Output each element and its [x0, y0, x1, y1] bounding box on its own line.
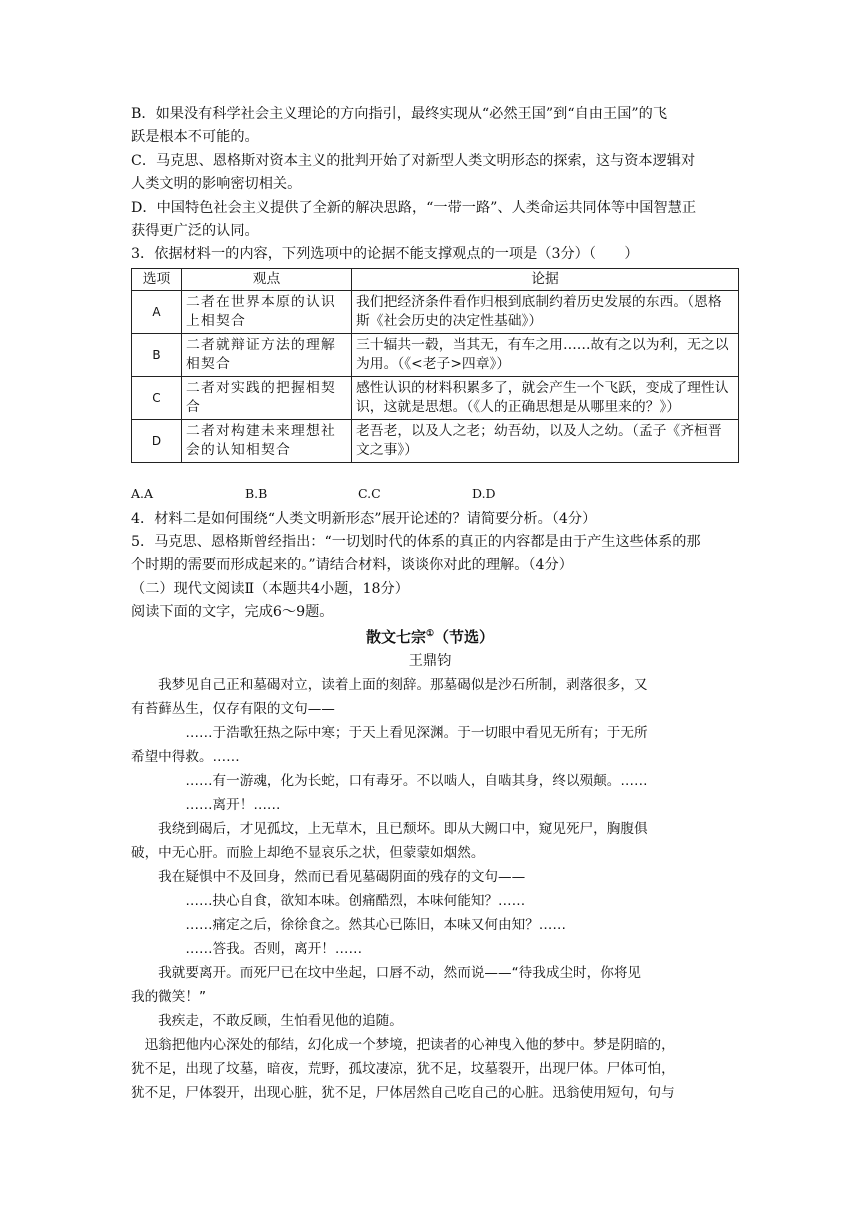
row-option: D — [132, 420, 182, 463]
table-row — [132, 377, 739, 420]
table-row — [132, 420, 739, 463]
row-view: 二者对构建未来理想社会的认知相契合 — [182, 420, 352, 463]
option-b-line2: 跃是根本不可能的。 — [131, 129, 259, 145]
row-evidence: 三十辐共一毂，当其无，有车之用……故有之以为利，无之以为用。（《<老子>四章》） — [352, 334, 739, 377]
passage-line: ……痛定之后，徐徐食之。然其心已陈旧，本味又何由知？…… — [131, 917, 566, 933]
passage-line: 我梦见自己正和墓碣对立，读着上面的刻辞。那墓碣似是沙石所制，剥落很多，又 — [131, 677, 648, 693]
question-4: 4．材料二是如何围绕“人类文明新形态”展开论述的？请简要分析。（4分） — [131, 511, 597, 527]
row-evidence: 老吾老，以及人之老；幼吾幼，以及人之幼。（孟子《齐桓晋文之事》） — [352, 420, 739, 463]
table-row — [132, 291, 739, 334]
passage-line: ……有一游魂，化为长蛇，口有毒牙。不以啮人，自啮其身，终以殒颠。…… — [131, 773, 648, 789]
header-view: 观点 — [182, 269, 352, 291]
essay-title: 散文七宗①（节选） — [365, 628, 495, 646]
row-evidence: 我们把经济条件看作归根到底制约着历史发展的东西。（恩格斯《社会历史的决定性基础》） — [352, 291, 739, 334]
reading-instruction: 阅读下面的文字，完成6～9题。 — [131, 604, 334, 620]
choice-d[interactable]: D.D — [472, 486, 496, 501]
option-c-line1: C．马克思、恩格斯对资本主义的批判开始了对新型人类文明形态的探索，这与资本逻辑对 — [131, 153, 696, 169]
choice-c[interactable]: C.C — [358, 486, 381, 501]
commentary-line: 迅翁把他内心深处的郁结，幻化成一个梦境，把读者的心神曳入他的梦中。梦是阴暗的， — [131, 1037, 675, 1053]
footnote-marker: ① — [425, 629, 435, 639]
choice-b[interactable]: B.B — [245, 486, 268, 501]
passage-line: 我就要离开。而死尸已在坟中坐起，口唇不动，然而说——“待我成尘时，你将见 — [131, 965, 642, 981]
passage-line: 我在疑惧中不及回身，然而已看见墓碣阴面的残存的文句—— — [131, 869, 526, 885]
passage-line: 我疾走，不敢反顾，生怕看见他的追随。 — [131, 1013, 403, 1029]
table-row — [132, 334, 739, 377]
row-option: A — [132, 291, 182, 334]
passage-line: ……答我。否则，离开！…… — [131, 941, 363, 957]
header-option: 选项 — [132, 269, 182, 291]
row-option: B — [132, 334, 182, 377]
passage-line: 破，中无心肝。而脸上却绝不显哀乐之状，但蒙蒙如烟然。 — [131, 845, 485, 861]
row-view: 二者在世界本原的认识上相契合 — [182, 291, 352, 334]
choice-a[interactable]: A.A — [131, 486, 154, 501]
passage-line: 有苔藓丛生，仅存有限的文句—— — [131, 701, 335, 717]
passage-line: 希望中得救。…… — [131, 749, 240, 765]
option-d-line2: 获得更广泛的认同。 — [131, 223, 259, 239]
row-view: 二者对实践的把握相契合 — [182, 377, 352, 420]
question-5-line2: 个时期的需要而形成起来的。”请结合材料，谈谈你对此的理解。（4分） — [131, 557, 573, 573]
evidence-table — [131, 268, 739, 463]
section-heading: （二）现代文阅读Ⅱ（本题共4小题，18分） — [131, 581, 409, 597]
essay-author: 王鼎钧 — [408, 653, 452, 669]
row-evidence: 感性认识的材料积累多了，就会产生一个飞跃，变成了理性认识，这就是思想。（《人的正确思想是从哪里来的？》） — [352, 377, 739, 420]
option-d-line1: D．中国特色社会主义提供了全新的解决思路，“一带一路”、人类命运共同体等中国智慧正 — [131, 200, 697, 216]
table-header-row — [132, 269, 739, 291]
passage-line: 我的微笑！” — [131, 989, 207, 1005]
question-3: 3．依据材料一的内容，下列选项中的论据不能支撑观点的一项是（3分）（ ） — [131, 246, 639, 262]
row-option: C — [132, 377, 182, 420]
commentary-line: 犹不足，尸体裂开，出现心脏，犹不足，尸体居然自己吃自己的心脏。迅翁使用短句，句与 — [131, 1085, 675, 1101]
passage-line: ……于浩歌狂热之际中寒；于天上看见深渊。于一切眼中看见无所有；于无所 — [131, 725, 648, 741]
option-b-line1: B．如果没有科学社会主义理论的方向指引，最终实现从“必然王国”到“自由王国”的飞 — [131, 106, 668, 122]
question-5-line1: 5．马克思、恩格斯曾经指出：“一切划时代的体系的真正的内容都是由于产生这些体系的那 — [131, 534, 701, 550]
passage-line: ……抉心自食，欲知本味。创痛酷烈，本味何能知？…… — [131, 893, 526, 909]
passage-line: 我绕到碣后，才见孤坟，上无草木，且已颓坏。即从大阙口中，窥见死尸，胸腹俱 — [131, 821, 648, 837]
passage-line: ……离开！…… — [131, 797, 281, 813]
commentary-line: 犹不足，出现了坟墓，暗夜，荒野，孤坟凄凉，犹不足，坟墓裂开，出现尸体。尸体可怕， — [131, 1061, 675, 1077]
header-evidence: 论据 — [352, 269, 739, 291]
row-view: 二者就辩证方法的理解相契合 — [182, 334, 352, 377]
option-c-line2: 人类文明的影响密切相关。 — [131, 176, 302, 192]
